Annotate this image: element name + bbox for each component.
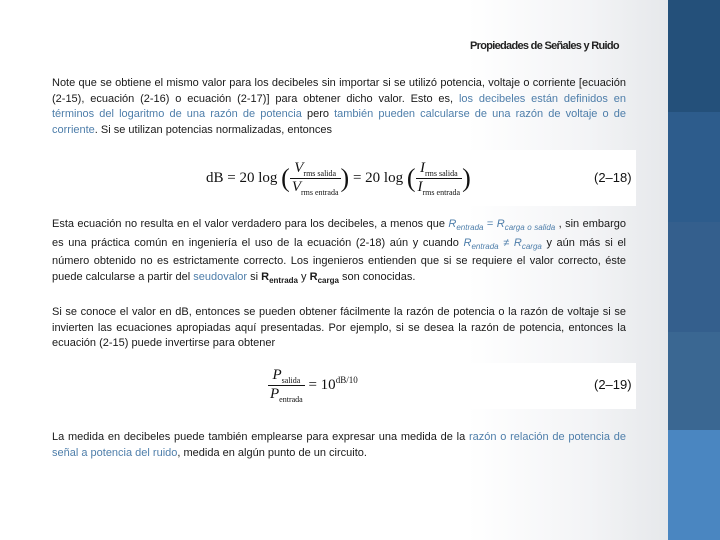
eq1-i-num-sub: rms salida [424,169,458,178]
p2-r-carga-1 [496,218,556,233]
p2-r6-sub: carga [317,276,339,286]
eq1-current-fraction [416,160,463,197]
slide-title: Propiedades de Señales y Ruido [470,40,619,52]
p2-r5-sub: entrada [269,276,298,286]
p2-r2: R [496,218,505,230]
strip-block-2 [668,112,720,222]
p2-r5: R [261,270,270,283]
eq2-num-sub: salida [281,376,301,385]
eq2-num: P [272,367,282,383]
paragraph-2 [52,217,626,289]
eq1-v-den: V [291,179,301,195]
p2-r-carga-2 [514,237,542,249]
p2-r-entrada-3 [261,270,298,286]
p2-r6: R [309,270,318,283]
p1-highlight-1: los decibeles están definidos en términos del logaritmo de una razón de potencia [52,92,626,120]
eq1-i-den-sub: rms entrada [422,188,461,197]
eq1-v-num: V [294,160,304,176]
eq1-paren2-open: ( [406,163,416,193]
strip-block-1 [668,0,720,112]
p2-not-equal: ≠ [498,236,514,249]
eq2-power-fraction [268,367,305,404]
p4-text-a: La medida en decibeles puede también emplearse para expresar una medida de la [52,431,469,443]
p1-text-b: pero [301,108,335,120]
p2-text-e: y [298,270,310,283]
decorative-side-strip [668,0,720,540]
p1-text-a: Note que se obtiene el mismo valor para los decibeles sin importar si se utilizó potencia, voltaje o corriente [ecuación (2-15), ecuación (2-16) o ecuación (2-17)] para obtener dicho valor. Esto es, [52,77,626,105]
paragraph-3: Si se conoce el valor en dB, entonces se pueden obtener fácilmente la razón de potencia o la razón de voltaje si se invierten las ecuaciones apropiadas aquí presentadas. Por ejemplo, si se desea la razón de potencia, entonces la ecuación (2-15) puede invertirse para obtener [52,306,626,349]
p1-highlight-2: también pueden calcularse de una razón de voltaje o de corriente [52,108,626,136]
p2-highlight-seudovalor: seudovalor [193,270,248,283]
equation-2-18-number: (2–18) [594,170,632,185]
p2-r2-sub: carga o salida [504,223,556,233]
eq1-mid: = 20 log [352,169,404,186]
p2-r3-sub: entrada [471,241,499,251]
eq1-i-den: I [417,179,423,195]
p2-text-c: y aún más si el número obtenido no es estrictamente correcto. Los ingenieros entienden que si se requiere el valor correcto, éste puede calcularse a partir del [52,236,627,283]
paragraph-1 [52,76,626,138]
eq1-paren-close: ) [340,163,350,193]
p2-r4: R [513,236,522,249]
p2-r1: R [448,218,457,230]
eq2-den-sub: entrada [279,395,303,404]
equation-2-19 [262,363,636,409]
strip-block-3 [668,222,720,332]
p2-r-entrada-2 [464,237,499,249]
p2-r-carga-3 [309,270,339,286]
eq2-rhs: = 10 [308,376,336,393]
strip-block-5 [668,430,720,540]
p2-r4-sub: carga [521,241,542,251]
strip-block-4 [668,332,720,430]
p2-text-b: , sin embargo es una práctica común en ingeniería el uso de la ecuación (2-18) aún y cuando [52,218,626,249]
eq1-voltage-fraction [290,160,341,197]
p2-r1-sub: entrada [456,223,484,233]
p2-text-d: si [247,270,262,283]
paragraph-4 [52,430,626,461]
eq1-i-num: I [419,160,425,176]
eq1-v-num-sub: rms salida [303,169,337,178]
p4-highlight: razón o relación de potencia de señal a potencia del ruido [52,431,626,459]
p2-r3: R [463,236,472,249]
eq1-lhs: dB = 20 log [206,169,278,186]
p2-text-a: Esta ecuación no resulta en el valor verdadero para los decibeles, a menos que [52,218,449,230]
eq1-v-den-sub: rms entrada [300,188,339,197]
equation-2-18-body [206,160,471,197]
eq2-exponent: dB/10 [335,374,358,385]
p2-text-f: son conocidas. [338,270,416,283]
equation-2-19-number: (2–19) [594,377,632,392]
eq2-den: P [270,386,280,402]
p2-equals: = [483,218,497,230]
equation-2-19-body [268,367,358,404]
equation-2-18 [200,150,636,206]
p2-r-entrada-1 [448,218,484,233]
p4-text-b: , medida en algún punto de un circuito. [177,446,367,459]
eq1-paren2-close: ) [462,163,471,193]
p1-text-c: . Si se utilizan potencias normalizadas, entonces [94,123,333,136]
eq1-paren-open: ( [281,163,290,193]
